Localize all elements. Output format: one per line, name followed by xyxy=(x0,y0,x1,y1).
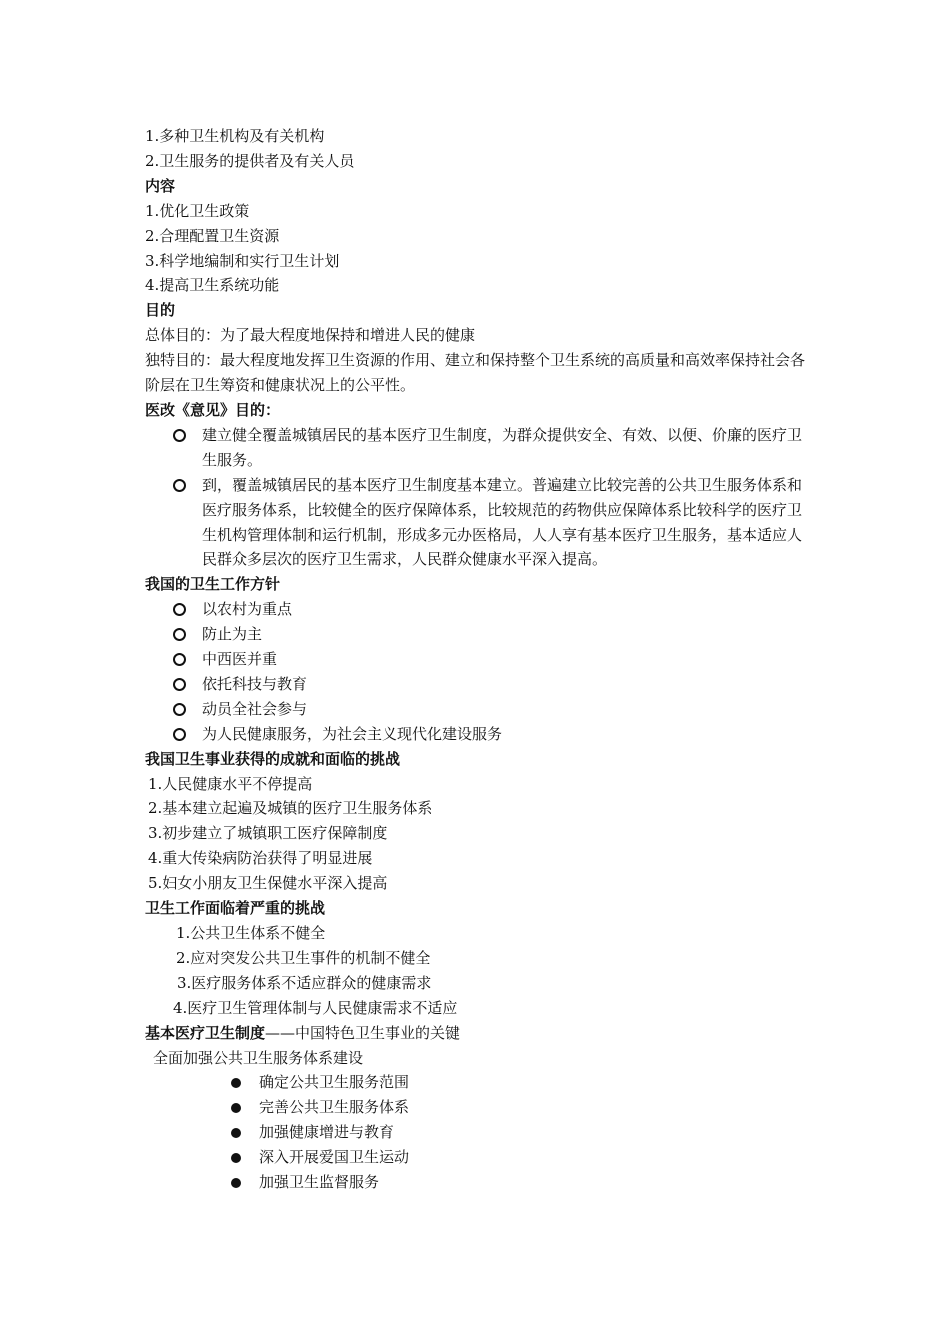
content-item: 4.提高卫生系统功能 xyxy=(145,276,280,295)
policy-item-text: 中西医并重 xyxy=(202,650,278,669)
public-health-item xyxy=(145,1120,810,1145)
public-health-item-text: 深入开展爱国卫生运动 xyxy=(259,1148,410,1167)
content-item: 2.合理配置卫生资源 xyxy=(145,226,280,245)
content-item: 1.优化卫生政策 xyxy=(145,201,250,220)
policy-item xyxy=(145,622,810,647)
policy-item-text: 以农村为重点 xyxy=(202,600,293,619)
policy-item xyxy=(145,722,810,747)
public-health-item xyxy=(145,1145,810,1170)
purpose-heading: 目的 xyxy=(145,301,176,320)
reform-item xyxy=(145,473,810,573)
actor-item: 2.卫生服务的提供者及有关人员 xyxy=(145,151,355,170)
filled-bullet-icon xyxy=(231,1103,241,1113)
policy-item-text: 动员全社会参与 xyxy=(202,699,308,718)
circle-bullet-icon xyxy=(173,728,186,741)
public-health-item-text: 加强健康增进与教育 xyxy=(259,1123,395,1142)
policy-item xyxy=(145,597,810,622)
achievement-item: 3.初步建立了城镇职工医疗保障制度 xyxy=(148,824,388,843)
challenge-item: 3.医疗服务体系不适应群众的健康需求 xyxy=(177,973,432,992)
circle-bullet-icon xyxy=(173,479,186,492)
actor-item: 1.多种卫生机构及有关机构 xyxy=(145,127,325,145)
challenge-item: 2.应对突发公共卫生事件的机制不健全 xyxy=(176,948,431,967)
achievement-item: 5.妇女小朋友卫生保健水平深入提高 xyxy=(148,874,388,893)
reform-item-text: 建立健全覆盖城镇居民的基本医疗卫生制度，为群众提供安全、有效、以便、价廉的医疗卫生服务。 xyxy=(202,425,803,469)
document-body xyxy=(145,124,810,1195)
achievement-item: 2.基本建立起遍及城镇的医疗卫生服务体系 xyxy=(148,799,433,818)
circle-bullet-icon xyxy=(173,678,186,691)
system-heading: 基本医疗卫生制度 xyxy=(145,1023,266,1042)
reform-item-text: 到，覆盖城镇居民的基本医疗卫生制度基本建立。普遍建立比较完善的公共卫生服务体系和医疗服务体系，比较健全的医疗保障体系，比较规范的药物供应保障体系比较科学的医疗卫生机构管理体制和运行机制，形成多元办医格局，人人享有基本医疗卫生服务，基本适应人民群众多层次的医疗卫生需求，人民群众健康水平深入提高。 xyxy=(202,475,803,569)
reform-item xyxy=(145,423,810,473)
policy-heading: 我国的卫生工作方针 xyxy=(145,575,281,594)
circle-bullet-icon xyxy=(173,603,186,616)
filled-bullet-icon xyxy=(231,1128,241,1138)
system-suffix: ——中国特色卫生事业的关键 xyxy=(265,1023,461,1042)
achievements-heading: 我国卫生事业获得的成就和面临的挑战 xyxy=(145,749,401,768)
public-health-item xyxy=(145,1170,810,1195)
achievement-item: 1.人民健康水平不停提高 xyxy=(148,774,313,793)
circle-bullet-icon xyxy=(173,703,186,716)
public-health-intro: 全面加强公共卫生服务体系建设 xyxy=(153,1048,364,1067)
content-heading: 内容 xyxy=(145,176,176,195)
purpose-overall: 总体目的：为了最大程度地保持和增进人民的健康 xyxy=(145,326,476,345)
circle-bullet-icon xyxy=(173,429,186,442)
policy-item-text: 防止为主 xyxy=(202,625,263,644)
filled-bullet-icon xyxy=(231,1153,241,1163)
policy-item-text: 依托科技与教育 xyxy=(202,674,308,693)
policy-item-text: 为人民健康服务，为社会主义现代化建设服务 xyxy=(202,724,503,743)
challenge-item: 4.医疗卫生管理体制与人民健康需求不适应 xyxy=(173,998,458,1017)
challenges-heading: 卫生工作面临着严重的挑战 xyxy=(145,899,326,918)
circle-bullet-icon xyxy=(173,628,186,641)
content-item: 3.科学地编制和实行卫生计划 xyxy=(145,251,340,270)
filled-bullet-icon xyxy=(231,1078,241,1088)
circle-bullet-icon xyxy=(173,653,186,666)
system-line xyxy=(145,1021,810,1046)
purpose-specific: 独特目的：最大程度地发挥卫生资源的作用、建立和保持整个卫生系统的高质量和高效率保持社会各阶层在卫生筹资和健康状况上的公平性。 xyxy=(145,351,806,395)
achievement-item: 4.重大传染病防治获得了明显进展 xyxy=(148,849,373,868)
public-health-item-text: 确定公共卫生服务范围 xyxy=(259,1073,410,1092)
public-health-item xyxy=(145,1070,810,1095)
policy-item xyxy=(145,697,810,722)
policy-item xyxy=(145,647,810,672)
reform-heading: 医改《意见》目的： xyxy=(145,400,281,419)
filled-bullet-icon xyxy=(231,1178,241,1188)
public-health-item xyxy=(145,1095,810,1120)
policy-item xyxy=(145,672,810,697)
public-health-item-text: 完善公共卫生服务体系 xyxy=(259,1098,410,1117)
challenge-item: 1.公共卫生体系不健全 xyxy=(176,924,326,942)
public-health-item-text: 加强卫生监督服务 xyxy=(259,1173,380,1192)
